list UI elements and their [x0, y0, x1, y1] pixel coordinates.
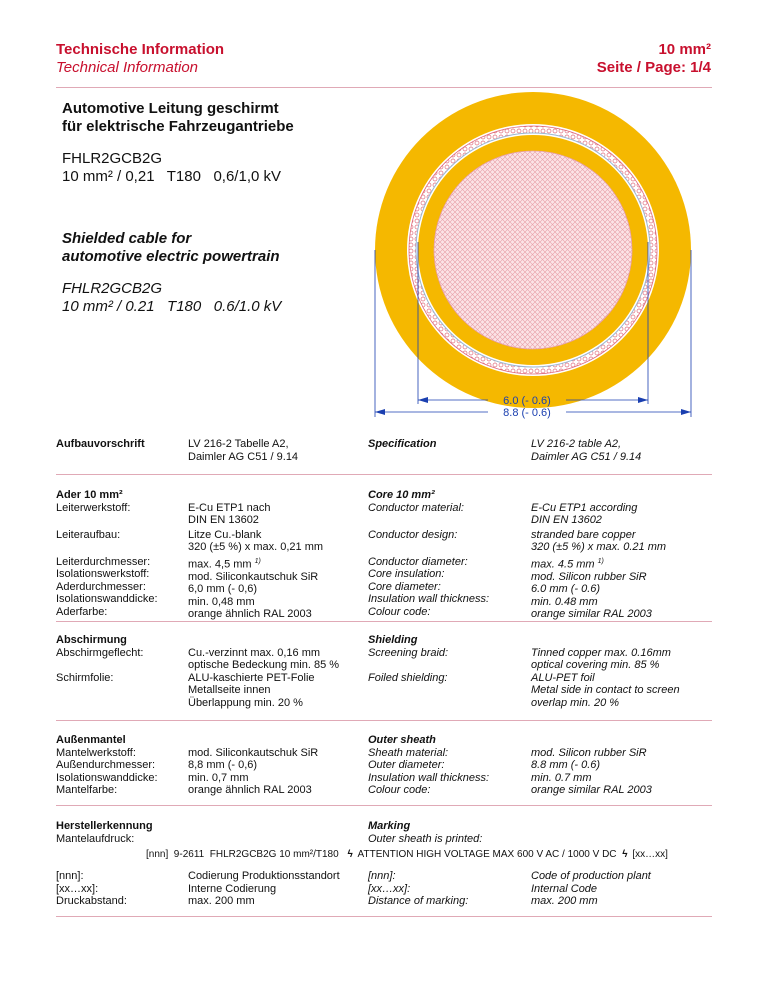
- divider: [56, 621, 712, 622]
- core-en-label-0: Conductor material:: [368, 501, 464, 514]
- divider: [56, 805, 712, 806]
- sheath-de-label-2: Isolationswanddicke:: [56, 771, 158, 784]
- marking-de-label-2: Druckabstand:: [56, 895, 127, 907]
- intro-spec-de: 10 mm² / 0,21 T180 0,6/1,0 kV: [62, 168, 282, 185]
- shield-en-values: [531, 647, 680, 710]
- core-de-labels: [56, 489, 158, 618]
- core-heading-en: Core 10 mm²: [368, 489, 435, 501]
- spec-label-en: [368, 438, 436, 451]
- intro-type-en: FHLR2GCB2G: [62, 280, 163, 297]
- spec-value-de-1: LV 216-2 Tabelle A2,: [188, 438, 289, 450]
- core-en-label-4: Conductor diameter:: [368, 555, 468, 568]
- marking-en-label-0: [nnn]:: [368, 870, 396, 882]
- shield-en-label-1: [368, 659, 448, 672]
- core-de-label-5: Isolationswerkstoff:: [56, 568, 150, 580]
- sheath-de-label-3: Mantelfarbe:: [56, 784, 118, 796]
- shield-en-label-2: Foiled shielding:: [368, 671, 448, 684]
- core-de-label-8: Aderfarbe:: [56, 605, 108, 618]
- core-de-label-0: Leiterwerkstoff:: [56, 501, 131, 514]
- marking-en-values: [531, 870, 651, 908]
- sheath-en-value-0: mod. Silicon rubber SiR: [531, 746, 647, 759]
- sheath-en-label-0: Sheath material:: [368, 746, 449, 759]
- core-en-value-5: mod. Silicon rubber SiR: [531, 570, 647, 583]
- marking-heading-en: Marking: [368, 820, 411, 832]
- marking-en-value-2: max. 200 mm: [531, 895, 598, 907]
- core-de-value-1: DIN EN 13602: [188, 514, 259, 526]
- shield-en-value-4: overlap min. 20 %: [531, 696, 620, 709]
- divider: [56, 720, 712, 721]
- header-size: 10 mm²: [658, 41, 711, 58]
- sheath-de-value-2: min. 0,7 mm: [188, 771, 249, 784]
- sheath-en-value-2: min. 0.7 mm: [531, 771, 592, 784]
- lightning-icon: ϟ: [622, 849, 628, 860]
- shield-de-labels: [56, 634, 143, 684]
- conductor-strands: [434, 151, 632, 349]
- intro-title-de-2: für elektrische Fahrzeugantriebe: [62, 118, 294, 135]
- core-de-values: [188, 502, 323, 621]
- core-en-values: [531, 502, 666, 621]
- sheath-en-label-3: Colour code:: [368, 784, 431, 796]
- core-de-label-2: Leiteraufbau:: [56, 528, 121, 541]
- shield-de-value-2: ALU-kaschierte PET-Folie: [188, 671, 315, 684]
- core-de-value-4: max. 4,5 mm: [188, 558, 252, 571]
- core-de-label-1: [56, 514, 158, 527]
- spec-value-de-2: Daimler AG C51 / 9.14: [188, 450, 299, 463]
- shield-de-label-0: Abschirmgeflecht:: [56, 646, 144, 659]
- intro-title-en-1: Shielded cable for: [62, 230, 192, 247]
- intro-spec-en: 10 mm² / 0.21 T180 0.6/1.0 kV: [62, 298, 282, 315]
- header-title-de: Technische Information: [56, 41, 225, 58]
- marking-label-en: Outer sheath is printed:: [368, 832, 483, 845]
- sheath-heading-en: Outer sheath: [368, 734, 436, 746]
- shield-en-value-1: optical covering min. 85 %: [531, 659, 660, 671]
- core-de-label-3: [56, 541, 158, 554]
- sheath-de-value-3: orange ähnlich RAL 2003: [188, 784, 312, 796]
- core-en-value-3: 320 (±5 %) x max. 0.21 mm: [531, 541, 667, 553]
- sheath-en-value-3: orange similar RAL 2003: [531, 784, 652, 796]
- core-en-label-2: Conductor design:: [368, 528, 458, 541]
- divider: [56, 87, 712, 88]
- shield-de-label-2: Schirmfolie:: [56, 671, 114, 684]
- sheath-de-label-1: Außendurchmesser:: [56, 759, 156, 771]
- marking-en-head: [368, 820, 482, 845]
- core-en-label-7: Insulation wall thickness:: [368, 593, 490, 605]
- sheath-en-label-1: Outer diameter:: [368, 759, 445, 771]
- core-en-value-0: E-Cu ETP1 according: [531, 501, 638, 514]
- marking-de-head: [56, 820, 153, 845]
- sheath-de-value-0: mod. Siliconkautschuk SiR: [188, 746, 319, 759]
- arrow-outer-left: [375, 409, 385, 415]
- shield-heading-en: Shielding: [368, 634, 418, 646]
- core-en-value-6: 6.0 mm (- 0.6): [531, 583, 601, 596]
- core-en-value-8: orange similar RAL 2003: [531, 608, 652, 621]
- sheath-de-values: [188, 747, 318, 797]
- intro-title-en-2: automotive electric powertrain: [62, 248, 280, 265]
- core-en-label-3: [368, 541, 489, 554]
- arrow-inner-right: [638, 397, 648, 403]
- arrow-outer-right: [681, 409, 691, 415]
- intro-title-de-1: Automotive Leitung geschirmt: [62, 100, 279, 117]
- core-de-value-0: E-Cu ETP1 nach: [188, 501, 271, 514]
- shield-de-value-3: Metallseite innen: [188, 684, 271, 696]
- dim-label-outer: 8.8 (- 0.6): [503, 407, 551, 419]
- sheath-en-labels: [368, 734, 489, 797]
- dim-label-inner: 6.0 (- 0.6): [503, 395, 551, 407]
- shield-de-label-1: [56, 659, 143, 672]
- spec-value-en: [531, 438, 641, 463]
- core-en-value-2: stranded bare copper: [531, 528, 636, 541]
- shield-heading-de: Abschirmung: [56, 634, 127, 646]
- shield-en-label-0: Screening braid:: [368, 646, 449, 659]
- core-en-label-5: Core insulation:: [368, 568, 445, 580]
- core-en-label-8: Colour code:: [368, 605, 431, 618]
- core-en-label-6: Core diameter:: [368, 580, 441, 593]
- marking-label-de: Mantelaufdruck:: [56, 832, 135, 845]
- core-en-value-7: min. 0.48 mm: [531, 595, 598, 608]
- header-page: Seite / Page: 1/4: [596, 59, 711, 76]
- sheath-de-label-0: Mantelwerkstoff:: [56, 746, 136, 759]
- core-de-value-5: mod. Siliconkautschuk SiR: [188, 570, 319, 583]
- shield-de-values: [188, 647, 339, 710]
- intro-block: [62, 100, 294, 316]
- footnote-marker: 1): [597, 557, 604, 565]
- marking-en-label-1: [xx…xx]:: [368, 882, 411, 895]
- marking-de-value-1: Interne Codierung: [188, 882, 277, 895]
- core-de-value-7: min. 0,48 mm: [188, 595, 255, 608]
- header-title-en: Technical Information: [56, 59, 199, 76]
- sheath-en-label-2: Insulation wall thickness:: [368, 771, 490, 784]
- print-part-1: [nnn] 9-2611 FHLR2GCB2G 10 mm²/T180: [146, 849, 339, 860]
- sheath-print-line: [146, 849, 668, 860]
- spec-value-en-2: Daimler AG C51 / 9.14: [531, 450, 642, 463]
- core-en-label-1: [368, 514, 489, 527]
- shield-en-value-0: Tinned copper max. 0.16mm: [531, 646, 671, 659]
- shield-en-value-3: Metal side in contact to screen: [531, 684, 680, 696]
- spec-label-de: [56, 438, 145, 451]
- marking-de-label-0: [nnn]:: [56, 870, 84, 882]
- marking-heading-de: Herstellerkennung: [56, 820, 153, 832]
- marking-de-labels: [56, 870, 127, 908]
- core-de-label-4: Leiterdurchmesser:: [56, 555, 151, 568]
- core-en-labels: [368, 489, 489, 618]
- core-de-value-6: 6,0 mm (- 0,6): [188, 583, 258, 596]
- marking-en-labels: [368, 870, 468, 908]
- core-en-value-1: DIN EN 13602: [531, 514, 602, 526]
- footnote-marker: 1): [254, 557, 261, 565]
- core-de-value-2: Litze Cu.-blank: [188, 528, 262, 541]
- marking-de-label-1: [xx…xx]:: [56, 882, 99, 895]
- divider: [56, 474, 712, 475]
- core-en-value-4: max. 4.5 mm: [531, 558, 595, 571]
- marking-en-value-1: Internal Code: [531, 882, 598, 895]
- shield-en-value-2: ALU-PET foil: [531, 671, 595, 684]
- spec-value-en-1: LV 216-2 table A2,: [531, 438, 622, 450]
- print-part-2: ATTENTION HIGH VOLTAGE MAX 600 V AC / 1000 V DC: [357, 849, 617, 860]
- lightning-icon: ϟ: [347, 849, 353, 860]
- marking-de-value-0: Codierung Produktionsstandort: [188, 870, 340, 882]
- shield-de-value-4: Überlappung min. 20 %: [188, 696, 303, 709]
- sheath-heading-de: Außenmantel: [56, 734, 126, 746]
- intro-type-de: FHLR2GCB2G: [62, 150, 163, 167]
- core-de-label-6: Aderdurchmesser:: [56, 580, 146, 593]
- shield-de-value-0: Cu.-verzinnt max. 0,16 mm: [188, 646, 321, 659]
- core-de-value-8: orange ähnlich RAL 2003: [188, 608, 312, 621]
- shield-en-labels: [368, 634, 448, 684]
- sheath-de-value-1: 8,8 mm (- 0,6): [188, 759, 258, 771]
- arrow-inner-left: [418, 397, 428, 403]
- core-heading-de: Ader 10 mm²: [56, 489, 123, 501]
- print-part-3: [xx…xx]: [632, 849, 668, 860]
- shield-de-value-1: optische Bedeckung min. 85 %: [188, 659, 340, 671]
- marking-de-value-2: max. 200 mm: [188, 895, 255, 907]
- marking-de-values: [188, 870, 340, 908]
- cable-cross-section-diagram: [360, 92, 720, 422]
- sheath-en-value-1: 8.8 mm (- 0.6): [531, 759, 601, 771]
- core-de-value-3: 320 (±5 %) x max. 0,21 mm: [188, 541, 324, 553]
- marking-en-value-0: Code of production plant: [531, 870, 651, 882]
- divider: [56, 916, 712, 917]
- core-de-label-7: Isolationswanddicke:: [56, 593, 158, 605]
- marking-en-label-2: Distance of marking:: [368, 895, 469, 907]
- sheath-en-values: [531, 747, 652, 797]
- spec-label-en-text: Specification: [368, 438, 437, 450]
- sheath-de-labels: [56, 734, 158, 797]
- spec-value-de: [188, 438, 298, 463]
- spec-label-de-text: Aufbauvorschrift: [56, 438, 145, 450]
